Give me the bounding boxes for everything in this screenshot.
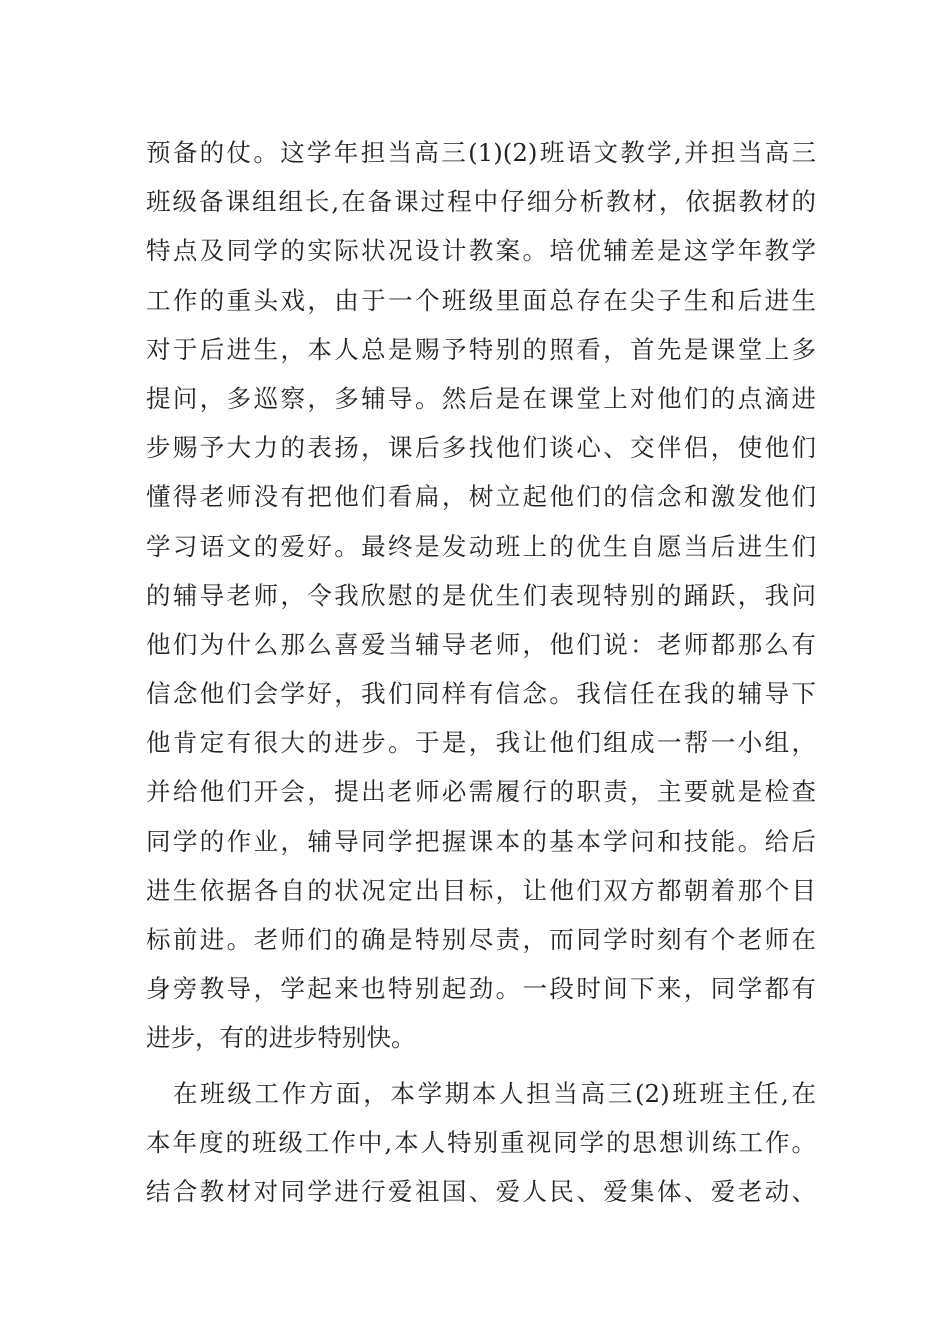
- text-line: 懂得老师没有把他们看扁，树立起他们的信念和激发他们: [146, 482, 816, 512]
- text-line: 在班级工作方面，本学期本人担当高三(2)班班主任,在: [173, 1078, 816, 1108]
- paragraph: [146, 128, 816, 1063]
- text-line: 结合教材对同学进行爱祖国、爱人民、爱集体、爱老动、: [146, 1176, 816, 1206]
- text-line: 信念他们会学好，我们同样有信念。我信任在我的辅导下: [146, 679, 816, 709]
- text-line: 标前进。老师们的确是特别尽责，而同学时刻有个老师在: [146, 925, 816, 954]
- text-line: 同学的作业，辅导同学把握课本的基本学问和技能。给后: [146, 826, 816, 856]
- text-line: 进生依据各自的状况定出目标，让他们双方都朝着那个目: [146, 875, 816, 905]
- text-line: 学习语文的爱好。最终是发动班上的优生自愿当后进生们: [146, 531, 816, 561]
- text-line: 身旁教导，学起来也特别起劲。一段时间下来，同学都有: [146, 974, 816, 1004]
- text-line: 预备的仗。这学年担当高三(1)(2)班语文教学,并担当高三: [146, 138, 816, 167]
- text-line: 特点及同学的实际状况设计教案。培优辅差是这学年教学: [146, 236, 816, 266]
- text-line: 的辅导老师，令我欣慰的是优生们表现特别的踊跃，我问: [146, 580, 816, 610]
- text-line: 步赐予大力的表扬，课后多找他们谈心、交伴侣，使他们: [146, 433, 816, 463]
- text-line: 他们为什么那么喜爱当辅导老师，他们说：老师都那么有: [146, 629, 816, 659]
- text-line: 进步，有的进步特别快。: [146, 1023, 416, 1053]
- text-line: 对于后进生，本人总是赐予特别的照看，首先是课堂上多: [146, 334, 816, 364]
- text-line: 工作的重头戏，由于一个班级里面总存在尖子生和后进生: [146, 285, 816, 315]
- text-line: 并给他们开会，提出老师必需履行的职责，主要就是检查: [146, 777, 816, 807]
- text-line: 提问，多巡察，多辅导。然后是在课堂上对他们的点滴进: [146, 383, 816, 413]
- text-line: 他肯定有很大的进步。于是，我让他们组成一帮一小组，: [146, 728, 816, 758]
- text-line: 班级备课组组长,在备课过程中仔细分析教材，依据教材的: [146, 187, 816, 217]
- text-line: 本年度的班级工作中,本人特别重视同学的思想训练工作。: [146, 1127, 816, 1157]
- paragraph: [146, 1069, 816, 1217]
- document-body: [146, 128, 816, 1216]
